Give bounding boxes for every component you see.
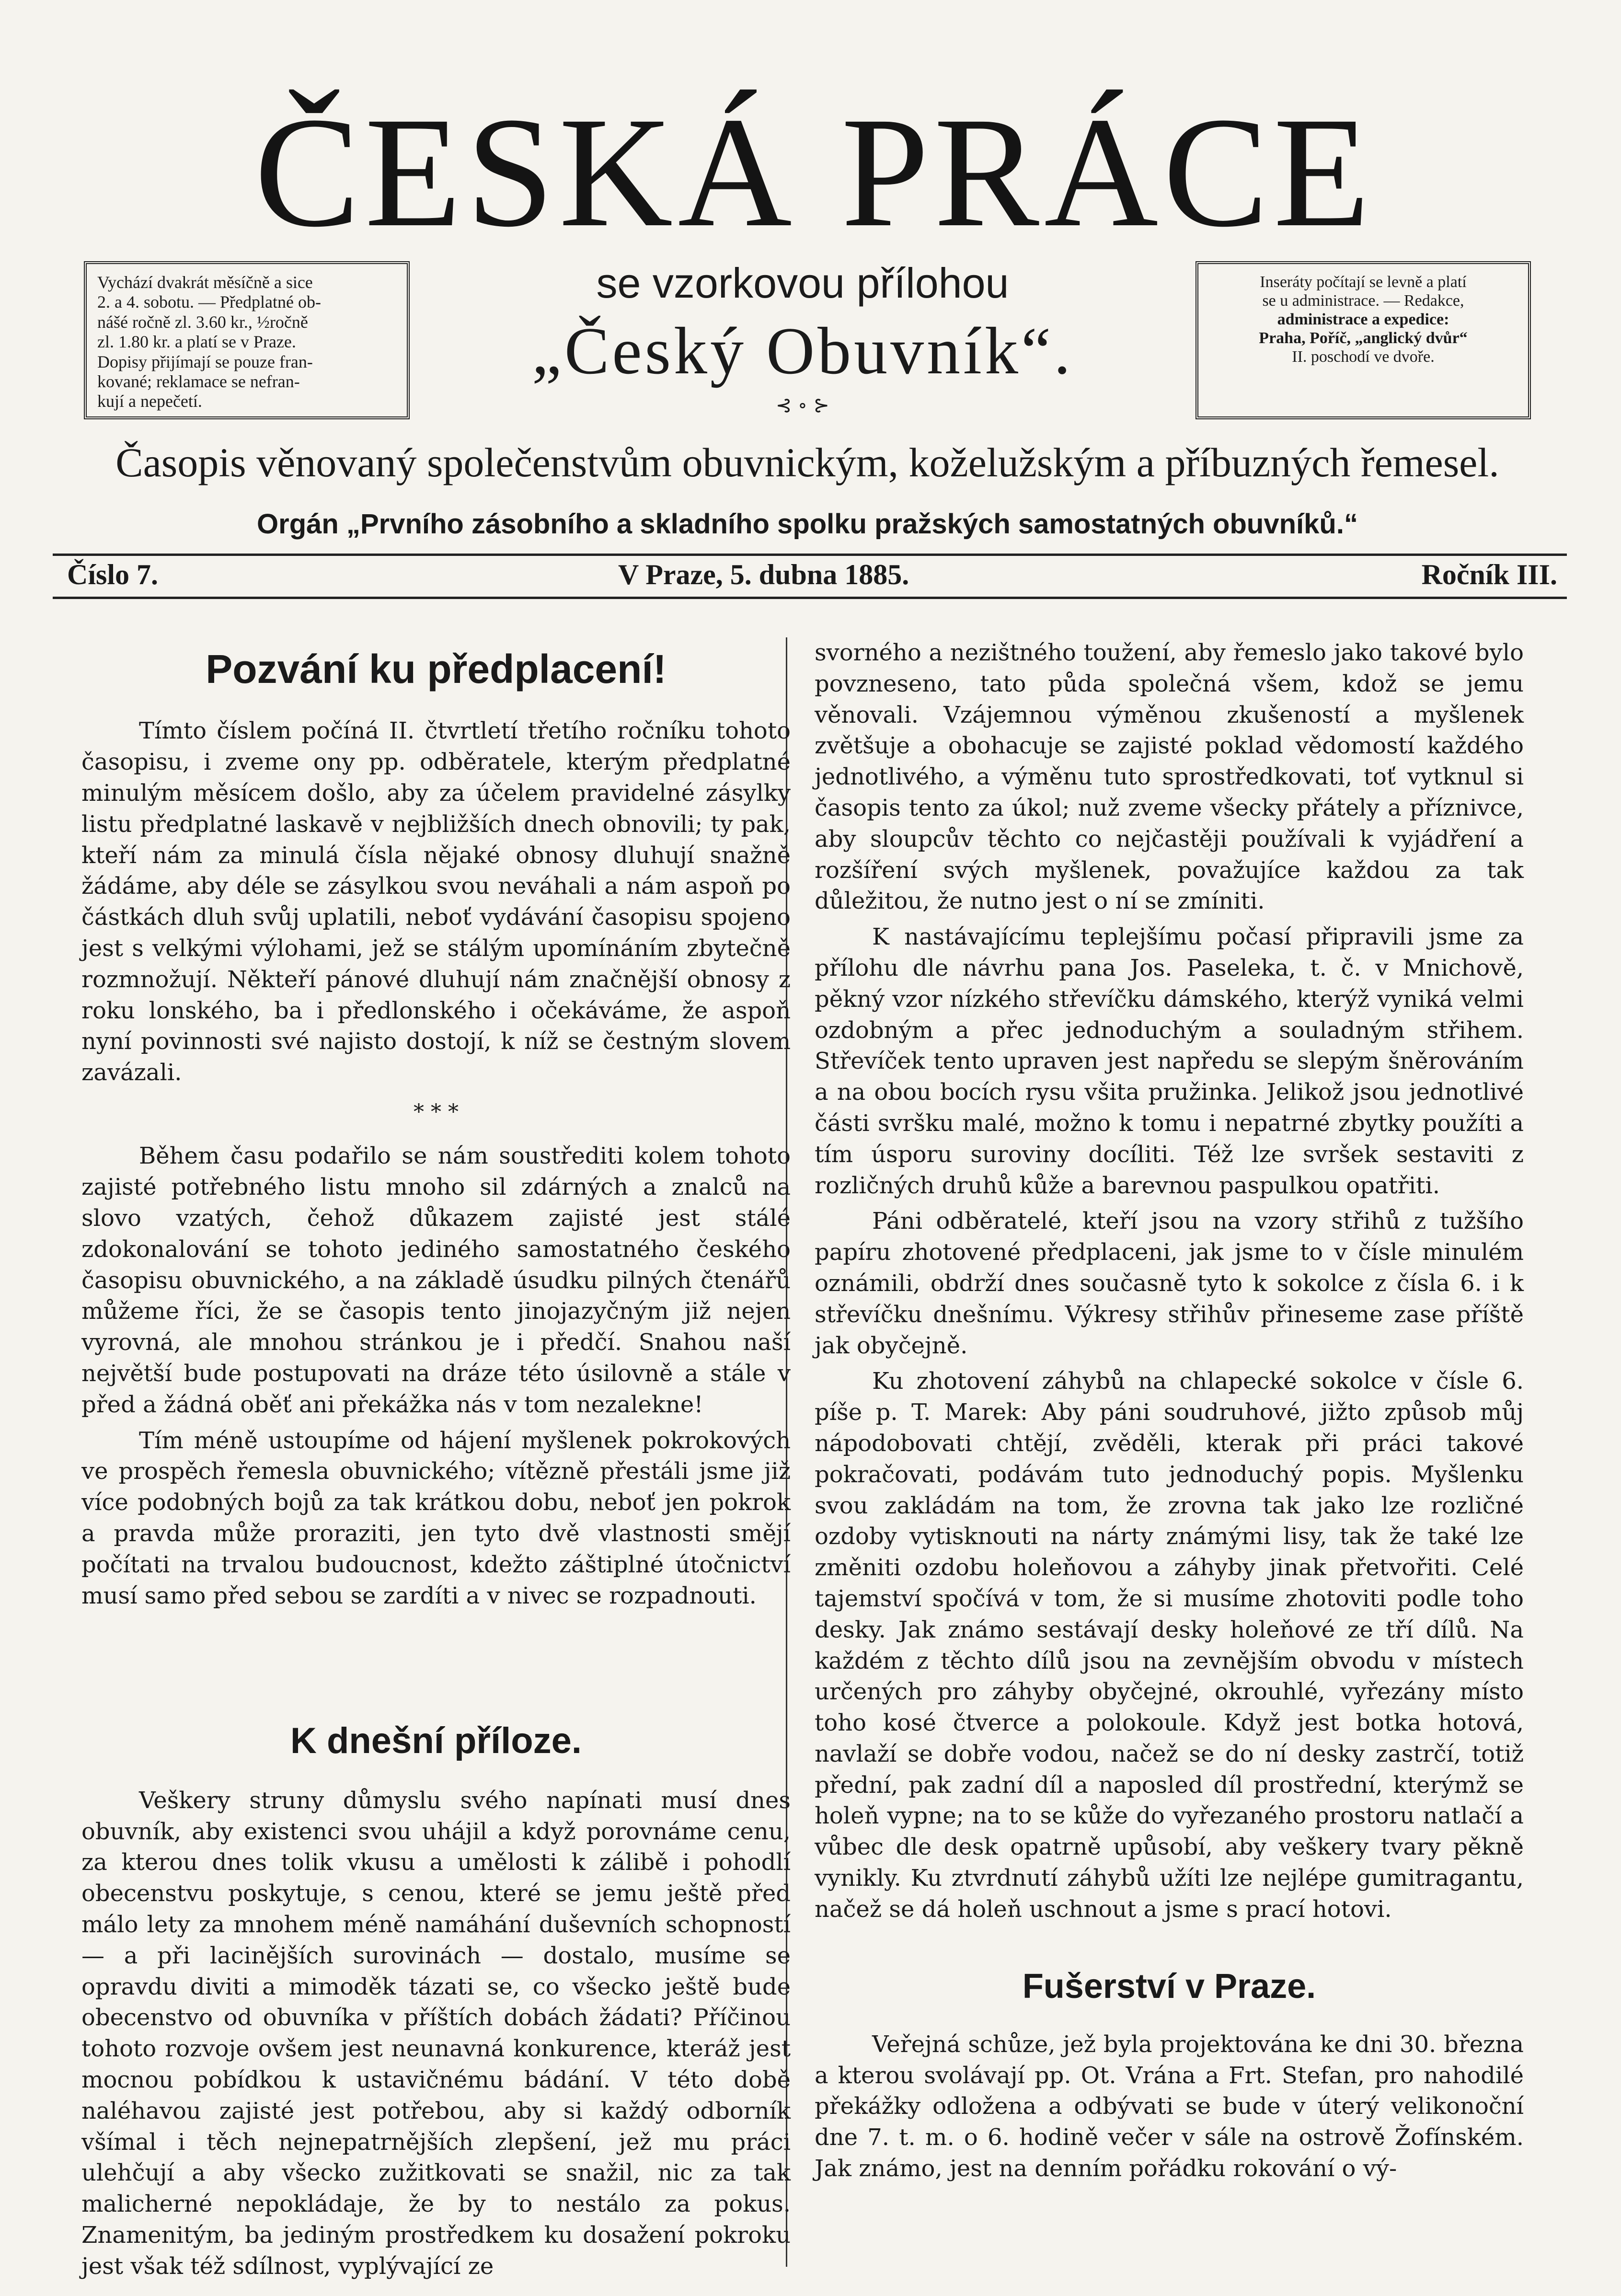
left-column (81, 637, 791, 2287)
advertising-line: administrace a expedice: (1277, 311, 1449, 329)
journal-subtitle: Časopis věnovaný společenstvům obuvnickým, koželužským a příbuzných řemesel. (115, 439, 1499, 485)
header-rule-bottom (53, 597, 1567, 599)
subscription-line: zl. 1.80 kr. a platí se v Praze. (97, 332, 296, 352)
article-heading: K dnešní příloze. (290, 1720, 582, 1762)
article-paragraph: svorného a nezištného toužení, aby řemeslo jako takové bylo povzneseno, tato půda společná všem, kdož se jemu věnovali. Vzájemnou výměnou zkušeností a myšlenek zvětšuje a obohacuje se zajisté poklad vědomostí každého jednotlivého, a výměnu tuto sprostředkovati, toť vytknul si časopis tento za úkol; nuž zveme všecky přátely a příznivce, aby sloupcův těchto co nejčastěji používali k vyjádření a rozšíření svých myšlenek, považujíce každou za tak důležitou, že nutno jest o ní se zmíniti. (815, 639, 1524, 915)
article-paragraph: Tím méně ustoupíme od hájení myšlenek pokrokových ve prospěch řemesla obuvnického; vítězně přestáli jsme již více podobných bojů za tak krátkou dobu, neboť jen pokrok a pravda může proraziti, jen tyto dvě vlastnosti smějí počítati na trvalou budoucnost, kdežto záštiplné útočnictví musí samo před sebou se zardíti a v nivec se rozpadnouti. (81, 1427, 791, 1609)
article-paragraph: Veřejná schůze, jež byla projektována ke dni 30. března a kterou svolávají pp. Ot. Vrána a Frt. Stefan, pro nahodilé překážky odložena a odbývati se bude v úterý velikonoční dne 7. t. m. o 6. hodině večer v sále na ostrově Žofínském. Jak známo, jest na denním pořádku rokování o vý- (815, 2031, 1524, 2182)
right-column (815, 637, 1524, 2189)
supplement-block (407, 259, 1198, 416)
masthead-title: ČESKÁ PRÁCE (254, 85, 1375, 260)
journal-organ: Orgán „Prvního zásobního a skladního spolku pražských samostatných obuvníků.“ (257, 508, 1358, 540)
article-paragraph: Během času podařilo se nám soustřediti kolem tohoto zajisté potřebného listu mnoho sil zdárných a znalců na slovo vzatých, čehož důkazem zajisté jest stálé zdokonalování se tohoto jediného samostatného českého časopisu obuvnického, a na základě úsudku pilných čtenářů můžeme říci, že se časopis tento jinojazyčným již nejen vyrovná, ale mnohou stránkou je i předčí. Snahou naší největší bude postupovati na dráze této úsilovně a stále v před a žádná oběť ani překážka nás v tom nezalekne! (81, 1142, 791, 1418)
subscription-info-box (84, 261, 410, 419)
subscription-line: nášé ročně zl. 3.60 kr., ½ročně (97, 312, 308, 332)
header-rule-top (53, 554, 1567, 556)
issue-place-date: V Praze, 5. dubna 1885. (618, 559, 909, 590)
subscription-line: Vychází dvakrát měsíčně a sice (97, 273, 313, 292)
advertising-info-box (1196, 261, 1531, 419)
section-stars: * * * (414, 1099, 459, 1124)
advertising-line: II. poschodí ve dvoře. (1292, 348, 1435, 366)
subscription-line: kované; reklamace se nefran- (97, 371, 300, 391)
article-heading: Pozvání ku předplacení! (206, 646, 667, 692)
advertising-line: Praha, Poříč, „anglický dvůr“ (1259, 329, 1468, 347)
article-paragraph: K nastávajícímu teplejšímu počasí připravili jsme za přílohu dle návrhu pana Jos. Paseleka, t. č. v Mnichově, pěkný vzor nízkého střevíčku dámského, kterýž vyniká velmi ozdobným a přec jednoduchým a souladným střihem. Střevíček tento upraven jest napředu se slepým šněrováním a na obou bocích rysu všita pružinka. Jelikož jsou jednotlivé části svršku malé, možno k tomu i nepatrné zbytky použíti a tím úsporu suroviny docíliti. Též lze svršek sestaviti z rozličných druhů kůže a barevnou paspulkou opatřiti. (815, 923, 1524, 1199)
subscription-line: kují a nepečetí. (97, 392, 202, 411)
issue-line (67, 558, 1557, 597)
article-paragraph: Ku zhotovení záhybů na chlapecké sokolce v čísle 6. píše p. T. Marek: Aby páni soudruhové, jižto způsob můj nápodobovati chtějí, zvěděli, kterak při práci takové pokračovati, podávám tuto jednoduchý popis. Myšlenku svou zakládám na tom, že zrovna tak jako lze rozličné ozdoby vytisknouti na nárty známými lisy, tak že také lze změniti ozdobu holeňovou a záhyby jinak přetvořiti. Celé tajemství spočívá v tom, že si musíme zhotoviti podle toho desky. Jak známo sestávají desky holeňové ze tří dílů. Na každém z těchto dílů jsou na zevnějším obvodu v místech určených pro záhyby obyčejné, okrouhlé, vyřezány místo toho kosé čtverce a polokoule. Když jest botka hotová, navlaží se dobře vodou, načež se do ní desky zastrčí, totiž přední, pak zadní díl a naposled díl prostřední, kterýmž se holeň vypne; na to se kůže do vyřezaného prostoru natlačí a vůbec dle desk opatrně upůsobí, aby veškery tvary pěkně vynikly. Ku ztvrdnutí záhybů užíti lze nejlépe gumitragantu, načež se dá holeň uschnout a jsme s prací hotovi. (815, 1368, 1524, 1923)
article-paragraph: Veškery struny důmyslu svého napínati musí dnes obuvník, aby existenci svou uhájil a když porovnáme cenu, za kterou dnes tolik vkusu a umělosti k zálibě i pohodlí obecenstvu poskytuje, s cenou, které se jemu ještě před málo lety za mnohem méně namáhání duševních schopností — a při lacinějších surovinách — dostalo, musíme se opravdu diviti a mimoděk tázati se, co všecko ještě bude obecenstvo od obuvníka v příštích dobách žádati? Příčinou tohoto rozvoje ovšem jest neunavná konkurence, kteráž jest mocnou pobídkou k ustavičnému bádání. V této době naléhavou zajisté jest potřebou, aby si každý odborník všímal i těch nejnepatrnějších zlepšení, jež mu práci ulehčují a aby všecko zužitkovati se snažil, nic za tak malicherné nepokládaje, že by to nestálo za pokus. Znamenitým, ba jediným prostředkem ku dosažení pokroku jest však též sdílnost, vyplývající ze (81, 1787, 791, 2280)
article-paragraph: Páni odběratelé, kteří jsou na vzory střihů z tužšího papíru zhotovené předplaceni, jak jsme to v čísle minulém oznámili, obdrží dnes současně tyto k sokolce z čísla 6. i k střevíčku dnešnímu. Výkresy střihův přineseme zase příště jak obyčejně. (815, 1208, 1524, 1359)
article-paragraph: Tímto číslem počíná II. čtvrtletí třetího ročníku tohoto časopisu, i zveme ony pp. odběratele, kterým předplatné minulým měsícem došlo, aby za účelem pravidelné zásylky listu předplatné laskavě v nejbližších dnech obnovili; ty pak, kteří nám za minulá čísla nějaké obnosy dluhují snažně žádáme, aby déle se zásylkou svou neváhali a nám aspoň po částkách dluh svůj uplatili, neboť vydávání časopisu spojeno jest s velkými výlohami, jež se stálým upomínáním zbytečně rozmnožují. Někteří pánové dluhují nám značnější obnosy z roku lonského, ba i předlonského i očekáváme, že aspoň nyní povinnosti své najisto dostojí, k níž se čestným slovem zavázali. (81, 717, 791, 1086)
issue-number: Číslo 7. (67, 559, 159, 590)
issue-volume: Ročník III. (1421, 559, 1557, 590)
advertising-line: se u administrace. — Redakce, (1262, 292, 1464, 310)
subscription-line: Dopisy přijímají se pouze fran- (97, 352, 313, 371)
supplement-line1: se vzorkovou přílohou (596, 259, 1009, 307)
spacer (815, 1930, 1524, 1959)
advertising-line: Inseráty počítají se levně a platí (1260, 273, 1467, 291)
ornament-divider: ⊰ ∘ ⊱ (775, 394, 830, 416)
subscription-line: 2. a 4. sobotu. — Předplatné ob- (97, 292, 321, 312)
article-heading: Fušerství v Praze. (1022, 1967, 1316, 2006)
supplement-title: „Český Obuvník“. (531, 314, 1074, 388)
spacer (81, 1616, 791, 1712)
